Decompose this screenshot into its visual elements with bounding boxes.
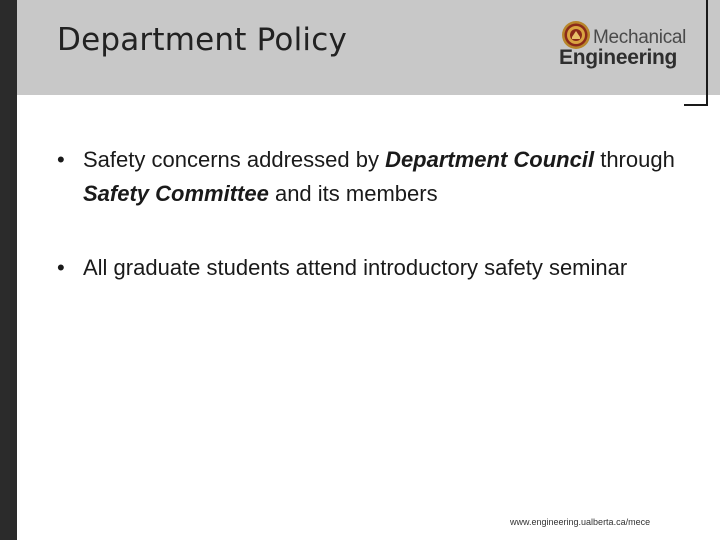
- left-accent-bar: [0, 0, 17, 540]
- bullet-dot-icon: •: [57, 147, 65, 172]
- logo-text-engineering: Engineering: [559, 46, 678, 69]
- bullet-list: [57, 143, 677, 325]
- slide-title: Department Policy: [57, 22, 348, 58]
- bullet-text: All graduate students attend introductory safety seminar: [83, 255, 628, 280]
- corner-bracket-vertical: [706, 0, 708, 106]
- mechanical-engineering-logo: [558, 18, 698, 72]
- bullet-emphasis: Department Council: [385, 147, 595, 172]
- bullet-text: and its members: [268, 181, 438, 206]
- bullet-text: Safety concerns addressed by: [83, 147, 386, 172]
- bullet-item: [57, 251, 677, 285]
- bullet-emphasis: Safety Committee: [83, 181, 269, 206]
- bullet-dot-icon: •: [57, 255, 65, 280]
- bullet-text: through: [594, 147, 675, 172]
- footer-url: www.engineering.ualberta.ca/mece: [510, 517, 651, 527]
- corner-bracket-horizontal: [684, 104, 708, 106]
- logo-text-mechanical: Mechanical: [593, 27, 687, 48]
- bullet-item: [57, 143, 677, 211]
